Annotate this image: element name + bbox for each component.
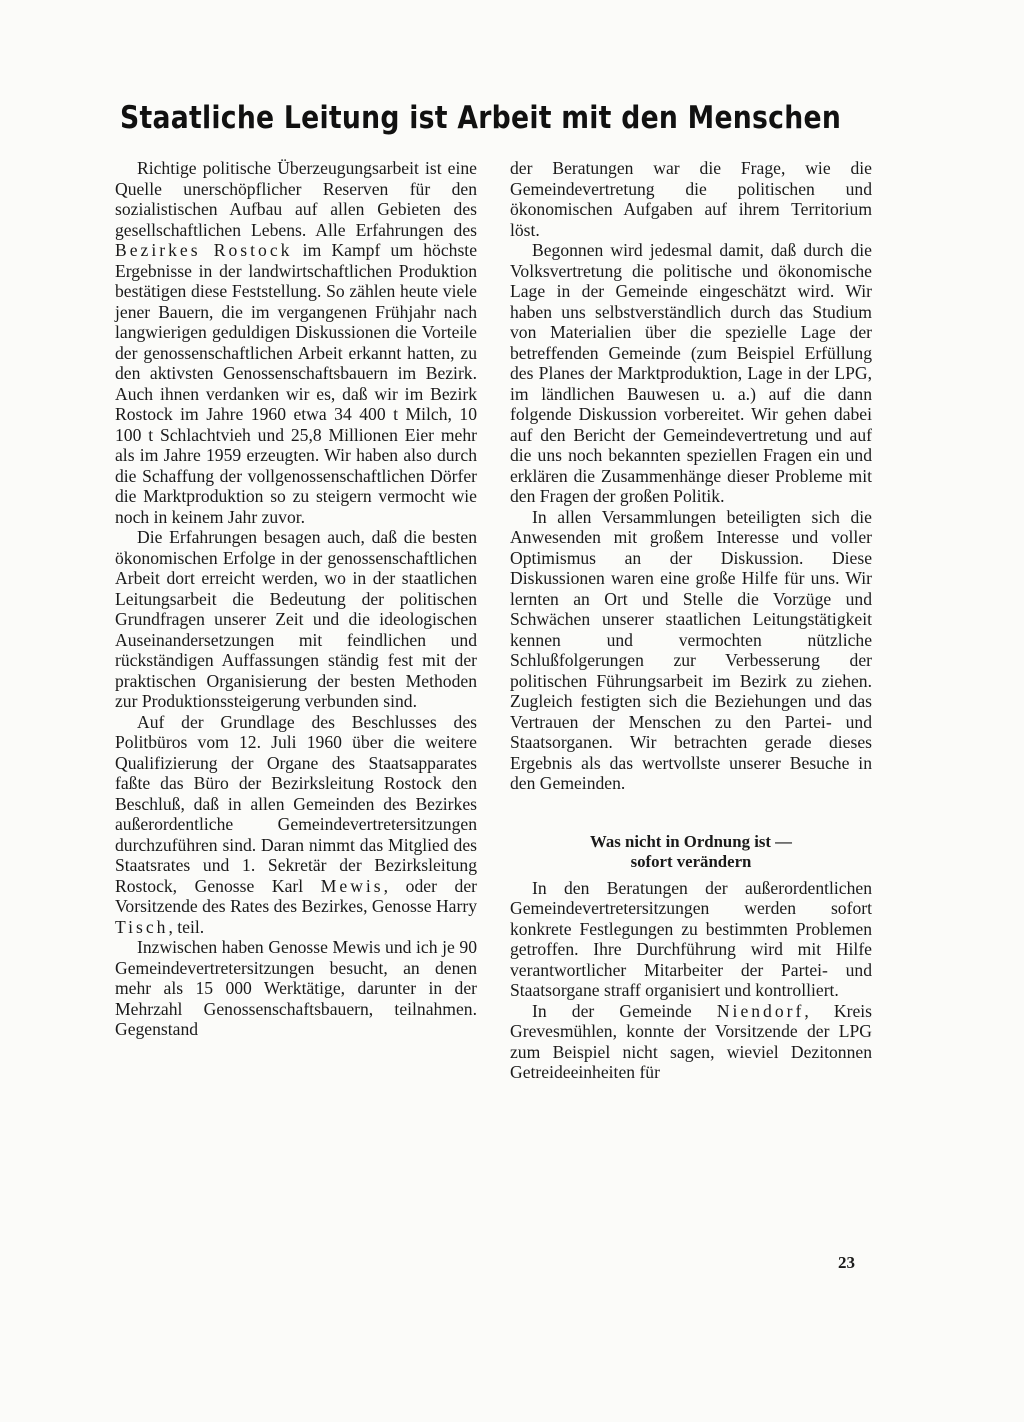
page-number: 23 [838, 1253, 855, 1272]
text-column-right [510, 158, 872, 1083]
spaced-text: Mewis [320, 875, 384, 896]
paragraph: Inzwischen haben Genosse Mewis und ich je 90 Gemeindevertretersitzungen besucht, an denen mehr als 15 000 Werktätige, darunter in der Mehrzahl Genossenschaftsbauern, teilnahmen. Gegenstand [115, 937, 477, 1039]
paragraph: Die Erfahrungen besagen auch, daß die besten ökonomischen Erfolge in der genossenschaftlichen Arbeit dort erreicht werden, wo in der staatlichen Leitungsarbeit die Bedeutung der politischen Grundfragen unserer Zeit und die ideologischen Auseinandersetzungen mit feindlichen und rückständigen Auffassungen ständig fest mit der praktischen Organisierung der besten Methoden zur Produktionssteigerung verbunden sind. [115, 527, 477, 711]
text-run: In der Gemeinde [532, 1000, 717, 1021]
paragraph: Begonnen wird jedesmal damit, daß durch die Volksvertretung die politische und ökonomische Lage in der Gemeinde eingeschätzt wird. Wir haben uns selbstverständlich durch das Studium von Materialien über die spezielle Lage der betreffenden Gemeinde (zum Beispiel Erfüllung des Planes der Marktproduktion, Lage in der LPG, im ländlichen Bauwesen u. a.) auf die dann folgende Diskussion vorbereitet. Wir gehen dabei auf den Bericht der Gemeindevertretung und auf die uns noch bekannten speziellen Fragen ein und erklären die Zusammenhänge dieser Probleme mit den Fragen der großen Politik. [510, 240, 872, 506]
spaced-text: Bezirkes Rostock [115, 240, 293, 260]
text-run: , oder der Vorsitzende des Rates des Bezirkes, Genosse Harry [115, 875, 478, 916]
text-column-left [115, 158, 477, 1040]
text-run: Richtige politische Überzeugungsarbeit ist eine Quelle unerschöpflicher Reserven für den sozialistischen Aufbau auf allen Gebieten des gesellschaftlichen Lebens. Alle Erfahrungen des [115, 158, 477, 240]
spaced-text: Niendorf [716, 1000, 805, 1021]
text-run: im Kampf um höchste Ergebnisse in der landwirtschaftlichen Produktion bestätigen diese Feststellung. So zählen heute viele jener Bauern, die im vergangenen Frühjahr nach langwierigen geduldigen Diskussionen die Vorteile der genossenschaftlichen Arbeit erkannt hatten, zu den aktivsten Genossenschaftsbauern im Bezirk. Auch ihnen verdanken wir es, daß wir im Bezirk Rostock im Jahre 1960 etwa 34 400 t Milch, 10 100 t Schlachtvieh und 25,8 Millionen Eier mehr als im Jahre 1959 erzeugten. Wir haben also durch die Schaffung der vollgenossenschaftlichen Dörfer die Marktproduktion so zu steigern vermocht wie noch in keinem Jahr zuvor. [115, 240, 478, 527]
spaced-text: Tisch [115, 916, 169, 937]
paragraph [510, 1001, 872, 1083]
paragraph [115, 712, 477, 938]
text-run: , teil. [168, 916, 205, 937]
paragraph [115, 158, 477, 527]
paragraph: In allen Versammlungen beteiligten sich die Anwesenden mit großem Interesse und voller Optimismus an der Diskussion. Diese Diskussionen waren eine große Hilfe für uns. Wir lernten an Ort und Stelle die Vorzüge und Schwächen unserer staatlichen Leitungstätigkeit kennen und vermochten nützliche Schlußfolgerungen zur Verbesserung der politischen Führungsarbeit im Bezirk zu ziehen. Zugleich festigten sich die Beziehungen und das Vertrauen der Menschen zu den Partei- und Staatsorganen. Wir betrachten gerade dieses Ergebnis als das wertvollste unserer Besuche in den Gemeinden. [510, 506, 872, 793]
paragraph: In den Beratungen der außerordentlichen Gemeindevertretersitzungen werden sofort konkrete Festlegungen zu bestimmten Problemen getroffen. Ihre Durchführung wird mit Hilfe verantwortlicher Mitarbeiter der Partei- und Staatsorgane straff organisiert und kontrolliert. [510, 877, 872, 1000]
text-run: , Kreis Grevesmühlen, konnte der Vorsitzende der LPG zum Beispiel nicht sagen, wieviel Dezitonnen Getreideeinheiten für [510, 1000, 873, 1082]
section-subheading [510, 832, 872, 872]
text-run: Auf der Grundlage des Beschlusses des Politbüros vom 12. Juli 1960 über die weitere Qualifizierung der Organe des Staatsapparates faßte das Büro der Bezirksleitung Rostock den Beschluß, daß in allen Gemeinden des Bezirkes außerordentliche Gemeindevertretersitzungen durchzuführen sind. Daran nimmt das Mitglied des Staatsrates und 1. Sekretär der Bezirksleitung Rostock, Genosse Karl [115, 711, 477, 896]
paragraph: der Beratungen war die Frage, wie die Gemeindevertretung die politischen und ökonomischen Aufgaben auf ihrem Territorium löst. [510, 158, 872, 240]
subheading-line: sofort verändern [630, 851, 752, 871]
page-title: Staatliche Leitung ist Arbeit mit den Menschen [120, 100, 842, 136]
subheading-line: Was nicht in Ordnung ist — [590, 831, 792, 851]
